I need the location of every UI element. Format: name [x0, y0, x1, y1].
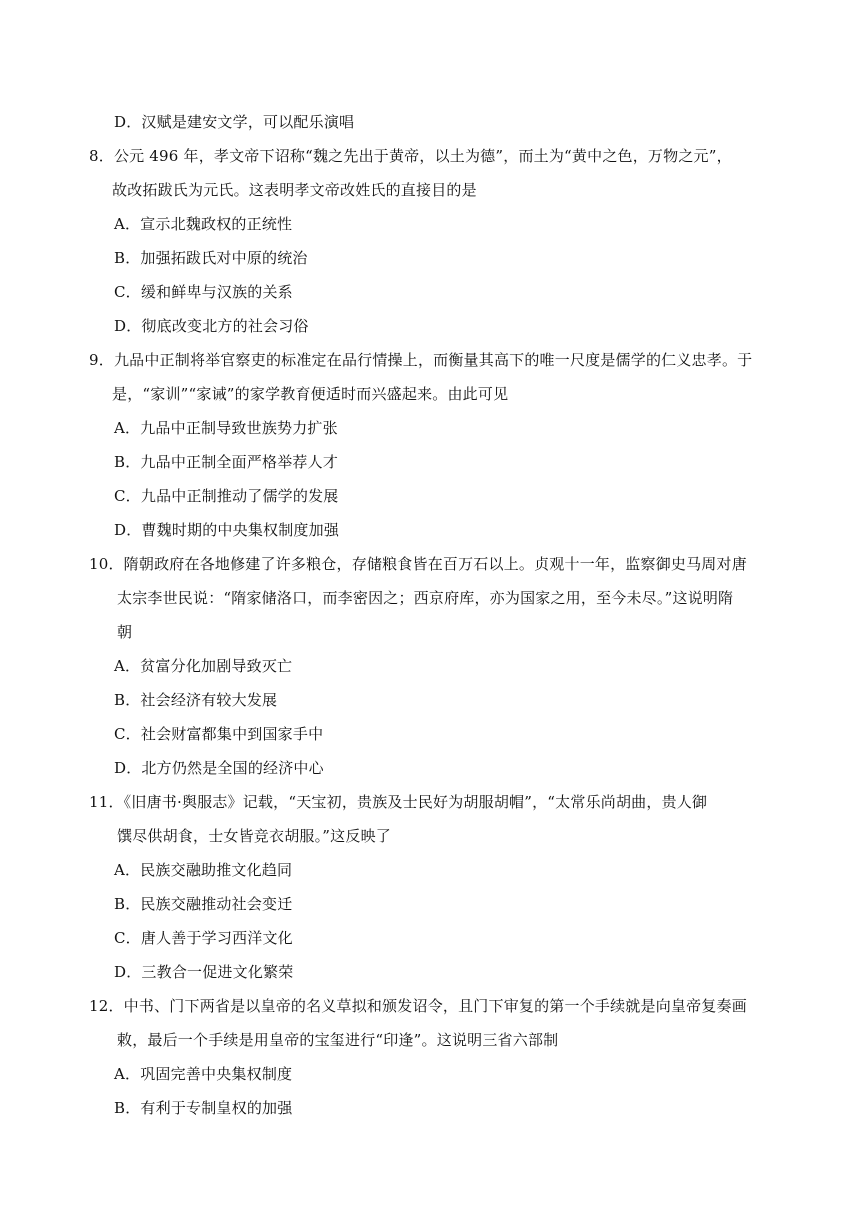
q8-option-c: C．缓和鲜卑与汉族的关系 — [114, 283, 293, 301]
q10-stem-line-1: 10．隋朝政府在各地修建了许多粮仓，存储粮食皆在百万石以上。贞观十一年，监察御史马周对唐 — [89, 555, 747, 573]
q11-stem-line-2: 馔尽供胡食，士女皆竞衣胡服。”这反映了 — [117, 827, 391, 845]
q10-option-a: A．贫富分化加剧导致灭亡 — [114, 657, 293, 675]
q11-stem-line-1: 11．《旧唐书·舆服志》记载，“天宝初，贵族及士民好为胡服胡帽”，“太常乐尚胡曲，贵人御 — [89, 793, 708, 811]
q9-option-a: A．九品中正制导致世族势力扩张 — [114, 419, 338, 437]
q7-option-d: D．汉赋是建安文学，可以配乐演唱 — [114, 113, 355, 131]
q12-option-a: A．巩固完善中央集权制度 — [114, 1065, 293, 1083]
q11-option-d: D．三教合一促进文化繁荣 — [114, 963, 294, 981]
q11-option-c: C．唐人善于学习西洋文化 — [114, 929, 293, 947]
q12-stem-line-1: 12．中书、门下两省是以皇帝的名义草拟和颁发诏令，且门下审复的第一个手续就是向皇帝复奏画 — [89, 997, 747, 1015]
q10-stem-line-2: 太宗李世民说：“隋家储洛口，而李密因之；西京府库，亦为国家之用，至今未尽。”这说明隋 — [117, 589, 734, 607]
q10-stem-line-3: 朝 — [117, 623, 133, 641]
q8-stem-line-2: 故改拓跋氏为元氏。这表明孝文帝改姓氏的直接目的是 — [112, 181, 477, 199]
q12-option-b: B．有利于专制皇权的加强 — [114, 1099, 293, 1117]
q9-option-c: C．九品中正制推动了儒学的发展 — [114, 487, 339, 505]
q11-option-b: B．民族交融推动社会变迁 — [114, 895, 293, 913]
q9-option-d: D．曹魏时期的中央集权制度加强 — [114, 521, 340, 539]
q8-option-d: D．彻底改变北方的社会习俗 — [114, 317, 309, 335]
q10-option-b: B．社会经济有较大发展 — [114, 691, 278, 709]
q11-option-a: A．民族交融助推文化趋同 — [114, 861, 293, 879]
q10-option-c: C．社会财富都集中到国家手中 — [114, 725, 324, 743]
q12-stem-line-2: 敕，最后一个手续是用皇帝的宝玺进行“印逢”。这说明三省六部制 — [117, 1031, 559, 1049]
q8-option-b: B．加强拓跋氏对中原的统治 — [114, 249, 308, 267]
q9-stem-line-1: 9．九品中正制将举官察吏的标准定在品行情操上，而衡量其高下的唯一尺度是儒学的仁义忠孝。于 — [89, 351, 753, 369]
q8-option-a: A．宣示北魏政权的正统性 — [114, 215, 293, 233]
q8-stem-line-1: 8．公元 496 年，孝文帝下诏称“魏之先出于黄帝，以土为德”，而土为“黄中之色，万物之元”， — [89, 147, 732, 165]
q9-stem-line-2: 是，“家训”“家诫”的家学教育便适时而兴盛起来。由此可见 — [112, 385, 509, 403]
q10-option-d: D．北方仍然是全国的经济中心 — [114, 759, 324, 777]
q9-option-b: B．九品中正制全面严格举荐人才 — [114, 453, 339, 471]
